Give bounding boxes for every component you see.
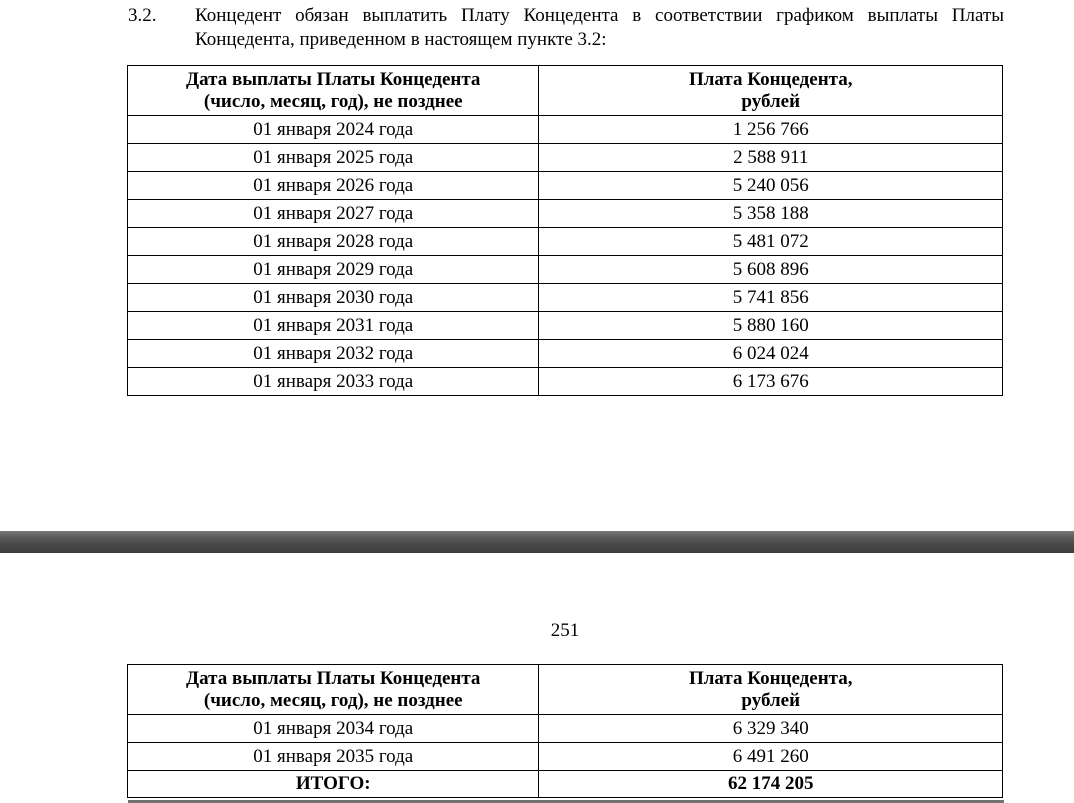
clause-text — [195, 4, 1004, 52]
table-row — [128, 368, 1003, 396]
payment-date-cell: 01 января 2028 года — [128, 228, 539, 256]
clause-text-line-1: Концедент обязан выплатить Плату Концедента в соответствии графиком выплаты Платы — [195, 5, 1004, 26]
payment-amount-cell: 6 491 260 — [539, 743, 1003, 771]
table-row — [128, 340, 1003, 368]
header-date-line-2: (число, месяц, год), не позднее — [203, 91, 463, 112]
payment-date-cell: 01 января 2030 года — [128, 284, 539, 312]
table-row — [128, 200, 1003, 228]
payment-schedule-table — [127, 65, 1003, 396]
table-row — [128, 743, 1003, 771]
clause-number: 3.2. — [128, 5, 157, 26]
table-header-row — [128, 665, 1003, 715]
total-label-cell: ИТОГО: — [128, 771, 539, 798]
header-date-line-2: (число, месяц, год), не позднее — [203, 690, 463, 711]
table-row — [128, 228, 1003, 256]
payment-date-cell: 01 января 2029 года — [128, 256, 539, 284]
payment-amount-cell: 6 173 676 — [539, 368, 1003, 396]
header-amount-line-1: Плата Концедента, — [688, 69, 853, 90]
payment-amount-cell: 6 024 024 — [539, 340, 1003, 368]
clause-text-line-2: Концедента, приведенном в настоящем пункте 3.2: — [195, 29, 607, 50]
payment-amount-cell: 6 329 340 — [539, 715, 1003, 743]
header-amount-line-2: рублей — [741, 91, 801, 112]
payment-date-cell: 01 января 2024 года — [128, 116, 539, 144]
payment-date-cell: 01 января 2025 года — [128, 144, 539, 172]
table-row — [128, 172, 1003, 200]
payment-date-cell: 01 января 2035 года — [128, 743, 539, 771]
payment-date-cell: 01 января 2032 года — [128, 340, 539, 368]
table-row — [128, 715, 1003, 743]
payment-amount-cell: 1 256 766 — [539, 116, 1003, 144]
total-amount-cell: 62 174 205 — [539, 771, 1003, 798]
payment-amount-cell: 5 481 072 — [539, 228, 1003, 256]
payment-amount-cell: 2 588 911 — [539, 144, 1003, 172]
table-row — [128, 312, 1003, 340]
total-row — [128, 771, 1003, 798]
header-payment-date — [128, 66, 539, 116]
payment-date-cell: 01 января 2031 года — [128, 312, 539, 340]
table-row — [128, 116, 1003, 144]
payment-date-cell: 01 января 2026 года — [128, 172, 539, 200]
payment-date-cell: 01 января 2027 года — [128, 200, 539, 228]
payment-date-cell: 01 января 2033 года — [128, 368, 539, 396]
table-row — [128, 256, 1003, 284]
table-header-row — [128, 66, 1003, 116]
payment-date-cell: 01 января 2034 года — [128, 715, 539, 743]
payment-amount-cell: 5 608 896 — [539, 256, 1003, 284]
header-payment-date — [128, 665, 539, 715]
header-amount-line-1: Плата Концедента, — [688, 668, 853, 689]
page-separator — [0, 531, 1074, 553]
table-row — [128, 284, 1003, 312]
payment-amount-cell: 5 240 056 — [539, 172, 1003, 200]
payment-amount-cell: 5 741 856 — [539, 284, 1003, 312]
header-payment-amount — [539, 665, 1003, 715]
header-amount-line-2: рублей — [741, 690, 801, 711]
payment-amount-cell: 5 880 160 — [539, 312, 1003, 340]
header-date-line-1: Дата выплаты Платы Концедента — [186, 69, 481, 90]
payment-amount-cell: 5 358 188 — [539, 200, 1003, 228]
table-row — [128, 144, 1003, 172]
header-date-line-1: Дата выплаты Платы Концедента — [186, 668, 481, 689]
header-payment-amount — [539, 66, 1003, 116]
page-number: 251 — [550, 620, 580, 641]
next-line-cutoff — [128, 797, 1004, 803]
payment-schedule-table-continued — [127, 664, 1003, 798]
